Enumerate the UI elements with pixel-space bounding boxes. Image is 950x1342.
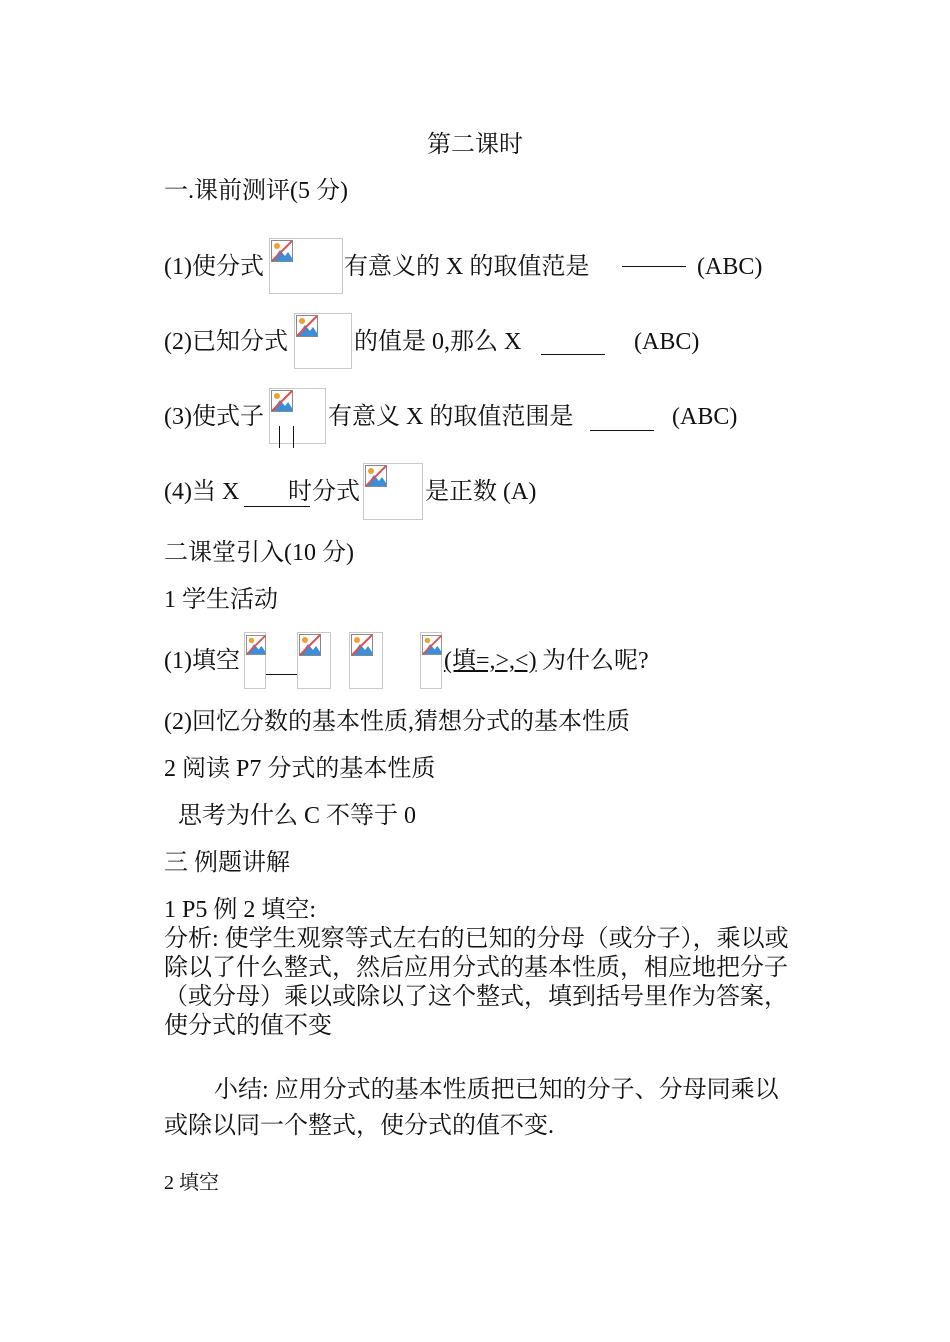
summary-paragraph: 小结: 应用分式的基本性质把已知的分子、分母同乘以或除以同一个整式，使分式的值不变.: [164, 1077, 779, 1139]
q2-prefix: (2)已知分式: [164, 329, 288, 355]
reading-line: 2 阅读 P7 分式的基本性质: [164, 756, 436, 782]
page-title: 第二课时: [427, 132, 523, 158]
broken-image-icon: [299, 634, 321, 656]
q1-suffix: (ABC): [697, 254, 763, 280]
q4-prefix: (4)当 X: [164, 479, 240, 505]
q4-middle: 时分式: [288, 479, 360, 505]
broken-image-icon: [296, 315, 318, 337]
analysis-paragraph: 分析: 使学生观察等式左右的已知的分母（或分子），乘以或除以了什么整式，然后应用分式的基本性质，相应地把分子（或分母）乘以或除以了这个整式，填到括号里作为答案，使分式的值不变: [164, 926, 789, 1039]
q1-middle: 有意义的 X 的取值范是: [344, 254, 590, 280]
abs-bar-right: [293, 426, 294, 448]
broken-image-icon: [365, 465, 387, 487]
section-heading-pretest: 一.课前测评(5 分): [164, 178, 348, 204]
think-line: 思考为什么 C 不等于 0: [178, 803, 417, 829]
formula-image-q1: [269, 238, 343, 294]
q2-suffix: (ABC): [634, 329, 700, 355]
formula-image-q4: [363, 463, 423, 520]
section-heading-examples: 三 例题讲解: [164, 850, 290, 876]
abs-bar-left: [279, 426, 280, 448]
broken-image-icon: [271, 390, 293, 412]
formula-image-q2: [294, 313, 352, 369]
q3-suffix: (ABC): [672, 404, 738, 430]
q2-middle: 的值是 0,那么 X: [354, 329, 522, 355]
broken-image-icon: [422, 634, 442, 656]
q3-answer-blank[interactable]: [590, 430, 654, 431]
q3-middle: 有意义 X 的取值范围是: [328, 404, 574, 430]
q2-answer-blank[interactable]: [541, 354, 605, 355]
q1-answer-blank[interactable]: [622, 266, 686, 267]
fill-prefix: (1)填空: [164, 648, 240, 674]
broken-image-icon: [271, 240, 293, 262]
q4-suffix: 是正数 (A): [425, 479, 537, 505]
student-activity: 1 学生活动: [164, 587, 278, 613]
fill-hint: (填=,>,<): [444, 648, 537, 674]
example-1-title: 1 P5 例 2 填空:: [164, 897, 317, 923]
fraction-image-2: [297, 632, 331, 689]
broken-image-icon: [351, 634, 373, 656]
recall-line: (2)回忆分数的基本性质,猜想分式的基本性质: [164, 709, 630, 735]
q3-prefix: (3)使式子: [164, 404, 264, 430]
fraction-image-3: [349, 632, 383, 689]
fraction-image-1: [244, 632, 266, 689]
fraction-image-4: [420, 632, 442, 689]
fill-suffix: 为什么呢?: [542, 648, 649, 674]
section-heading-intro: 二课堂引入(10 分): [164, 540, 354, 566]
broken-image-icon: [246, 634, 266, 656]
formula-image-q3: [269, 388, 326, 444]
example-2-title: 2 填空: [164, 1172, 219, 1194]
q1-prefix: (1)使分式: [164, 254, 264, 280]
